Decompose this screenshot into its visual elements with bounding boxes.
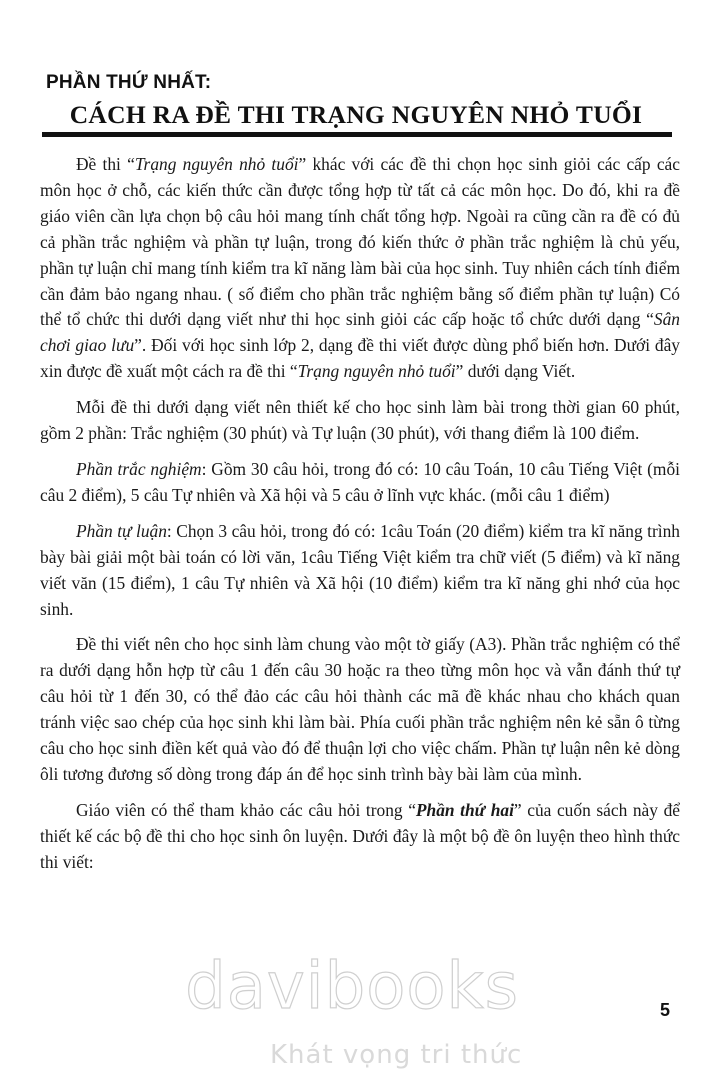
text-run: ” của cuốn sách này để thiết kế các bộ đề thi cho học sinh ôn luyện. Dưới đây là một bộ đề ôn luyện theo hình thức thi viết: [40,799,680,872]
italic-event-name: Sân chơi giao lưu [40,309,680,356]
part-label: PHẦN THỨ NHẤT: [46,72,212,93]
paragraph-exam-format: Mỗi đề thi dưới dạng viết nên thiết kế cho học sinh làm bài trong thời gian 60 phút, gồm 2 phần: Trắc nghiệm (30 phút) và Tự luận (30 phút), với thang điểm là 100 điểm. [40,397,680,444]
italic-book-title: Trạng nguyên nhỏ tuổi [297,361,456,382]
italic-book-title: Trạng nguyên nhỏ tuổi [134,154,299,174]
paragraph-exam-sheet: Đề thi viết nên cho học sinh làm chung vào một tờ giấy (A3). Phần trắc nghiệm có thể ra dưới dạng hỗn hợp từ câu 1 đến câu 30 hoặc ra theo từng môn học và vẫn đánh thứ tự câu hỏi từ 1 đến 30, có thể đảo các câu hỏi thành các mã đề khác nhau cho khách quan tránh việc sao chép của học sinh khi làm bài. Phía cuối phần trắc nghiệm nên kẻ sẵn ô từng câu cho học sinh điền kết quả vào đó để thuận lợi cho việc chấm. Phần tự luận nên kẻ dòng ôli tương đương số dòng trong đáp án để học sinh trình bày bài làm của mình. [40,634,680,784]
text-run: ”. Đối với học sinh lớp 2, dạng đề thi viết được dùng phổ biến hơn. Dưới đây xin được đề xuất một cách ra đề thi “ [40,335,680,382]
paragraph-multiple-choice [40,457,680,509]
body-text [40,152,680,876]
text-run: Đề thi “ [76,154,135,174]
text-run: ” dưới dạng Viết. [455,361,576,382]
page-number: 5 [660,1000,671,1020]
paragraph-intro [40,152,680,385]
italic-section-lead: Phần tự luận [76,520,167,541]
paragraph-reference [40,798,680,876]
text-run: : Chọn 3 câu hỏi, trong đó có: 1câu Toán (20 điểm) kiểm tra kĩ năng trình bày bài giải một bài toán có lời văn, 1câu Tiếng Việt kiểm tra chữ viết (5 điểm) và kĩ năng viết văn (15 điểm), 1 câu Tự nhiên và Xã hội (10 điểm) kiểm tra kĩ năng ghi nhớ của học sinh. [40,520,680,619]
paragraph-essay [40,519,680,623]
text-run: ” khác với các đề thi chọn học sinh giỏi các cấp các môn học ở chỗ, các kiến thức cần được tổng hợp từ tất cả các môn học. Do đó, khi ra đề giáo viên cần lựa chọn bộ câu hỏi mang tính chất tổng hợp. Ngoài ra cũng cần ra đề có đủ cả phần trắc nghiệm và phần tự luận, trong đó kiến thức ở phần trắc nghiệm là chủ yếu, phần tự luận chỉ mang tính kiểm tra kĩ năng làm bài của học sinh. Tuy nhiên cách tính điểm cần đảm bảo ngang nhau. ( số điểm cho phần trắc nghiệm bằng số điểm phần tự luận) Có thể tổ chức thi dưới dạng viết như thi học sinh giỏi các cấp hoặc tổ chức dưới dạng “ [40,154,680,330]
title-underline-rule [42,132,672,137]
italic-section-lead: Phần trắc nghiệm [76,458,202,479]
text-run: Giáo viên có thể tham khảo các câu hỏi trong “ [76,799,416,820]
watermark-brand: davibooks [185,950,519,1024]
chapter-title: CÁCH RA ĐỀ THI TRẠNG NGUYÊN NHỎ TUỔI [69,100,643,129]
text-run: : Gồm 30 câu hỏi, trong đó có: 10 câu Toán, 10 câu Tiếng Việt (mỗi câu 2 điểm), 5 câu Tự nhiên và Xã hội và 5 câu ở lĩnh vực khác. (mỗi câu 1 điểm) [40,458,680,505]
bold-italic-part-name: Phần thứ hai [415,799,514,820]
watermark-tagline: Khát vọng tri thức [270,1040,523,1070]
